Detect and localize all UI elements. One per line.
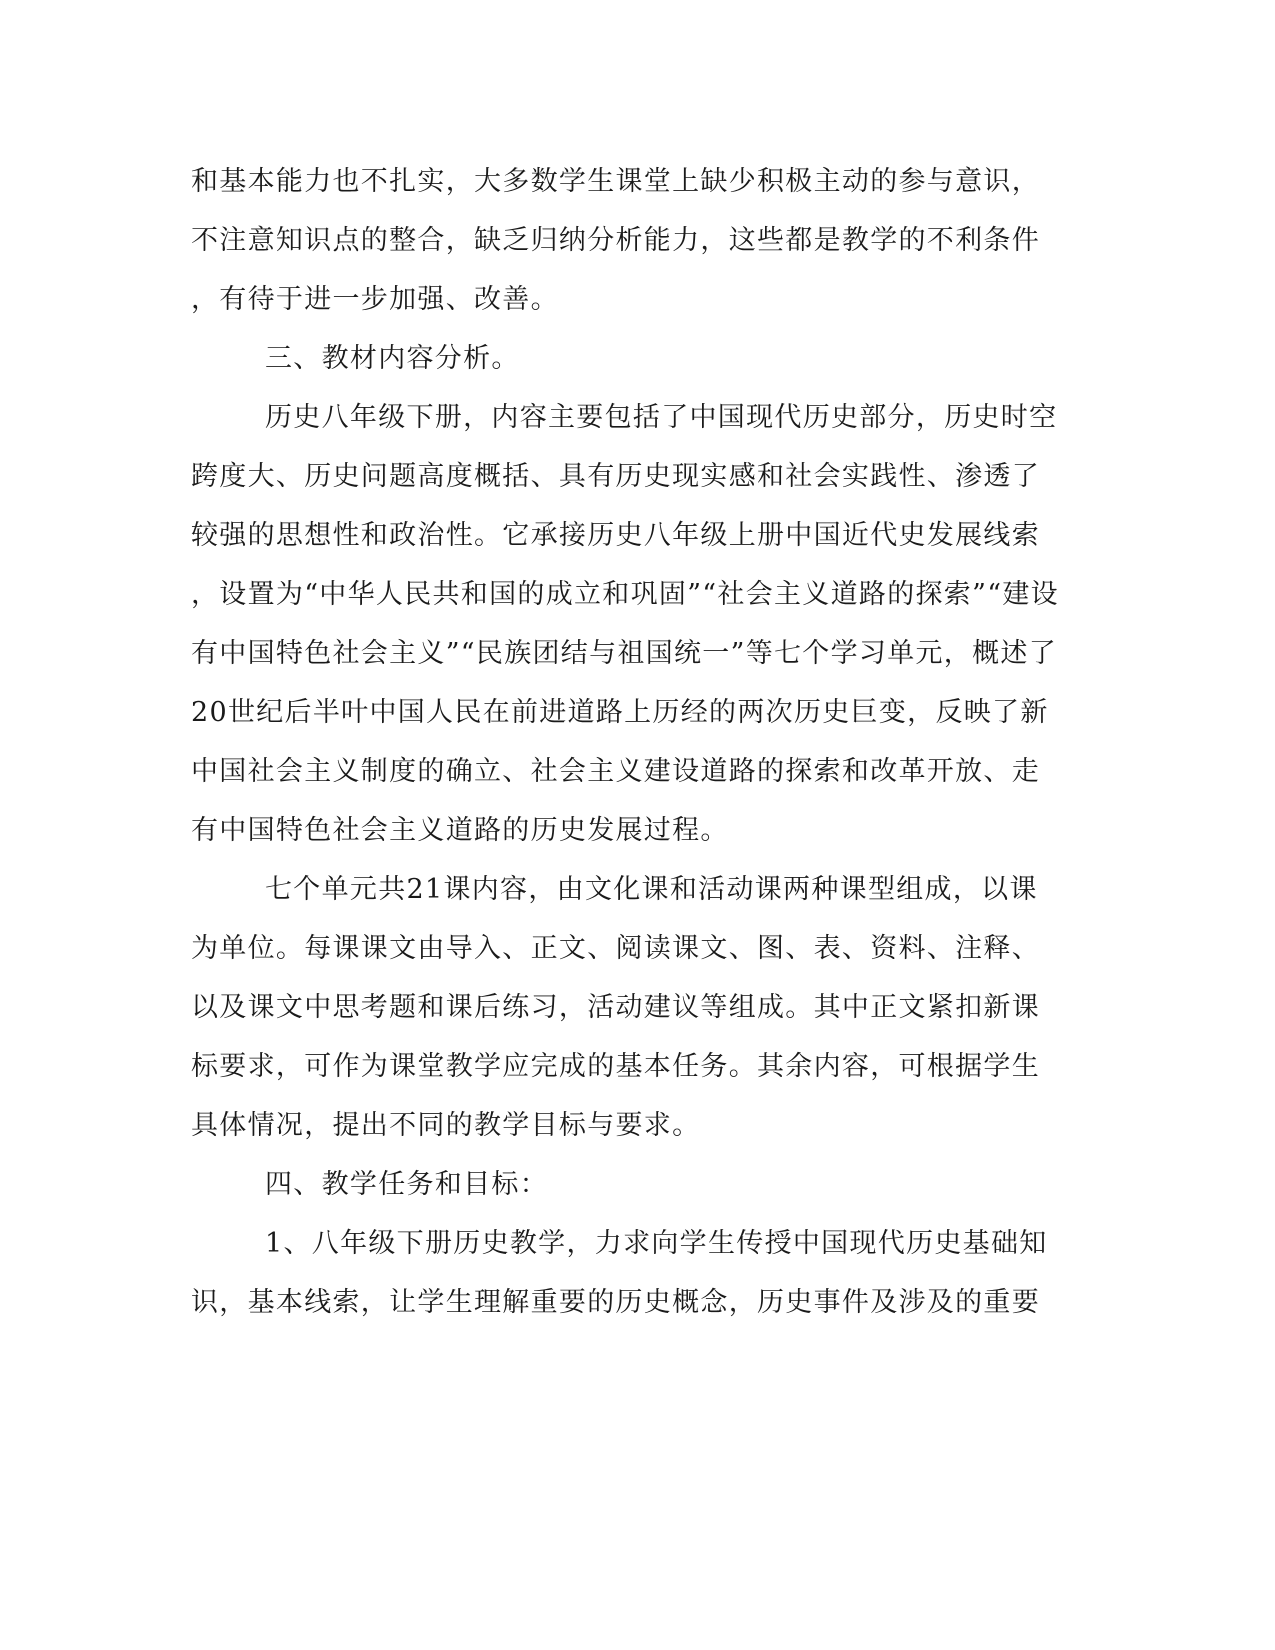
text-line: 有中国特色社会主义道路的历史发展过程。 <box>191 815 729 846</box>
text-line: 中国社会主义制度的确立、社会主义建设道路的探索和改革开放、走 <box>191 756 1040 787</box>
text-line: 跨度大、历史问题高度概括、具有历史现实感和社会实践性、渗透了 <box>191 461 1040 492</box>
section-heading: 三、教材内容分析。 <box>265 343 520 374</box>
text-line: 七个单元共21课内容，由文化课和活动课两种课型组成，以课 <box>265 874 1038 905</box>
text-line: 历史八年级下册，内容主要包括了中国现代历史部分，历史时空 <box>265 402 1058 433</box>
text-line: 标要求，可作为课堂教学应完成的基本任务。其余内容，可根据学生 <box>191 1051 1040 1082</box>
text-line: 不注意知识点的整合，缺乏归纳分析能力，这些都是教学的不利条件 <box>191 225 1040 256</box>
text-line: 较强的思想性和政治性。它承接历史八年级上册中国近代史发展线索 <box>191 520 1040 551</box>
text-line: 识，基本线索，让学生理解重要的历史概念，历史事件及涉及的重要 <box>191 1287 1040 1318</box>
text-line: 有中国特色社会主义”“民族团结与祖国统一”等七个学习单元，概述了 <box>191 638 1058 669</box>
text-line: 和基本能力也不扎实，大多数学生课堂上缺少积极主动的参与意识， <box>191 166 1040 197</box>
section-heading: 四、教学任务和目标： <box>265 1169 548 1200</box>
text-line: 为单位。每课课文由导入、正文、阅读课文、图、表、资料、注释、 <box>191 933 1040 964</box>
text-line: 以及课文中思考题和课后练习，活动建议等组成。其中正文紧扣新课 <box>191 992 1040 1023</box>
text-line: 具体情况，提出不同的教学目标与要求。 <box>191 1110 701 1141</box>
text-line: ，设置为“中华人民共和国的成立和巩固”“社会主义道路的探索”“建设 <box>191 579 1059 610</box>
text-line: 1、八年级下册历史教学，力求向学生传授中国现代历史基础知 <box>265 1228 1048 1259</box>
text-line: ，有待于进一步加强、改善。 <box>191 284 559 315</box>
text-line: 20世纪后半叶中国人民在前进道路上历经的两次历史巨变，反映了新 <box>191 697 1049 728</box>
